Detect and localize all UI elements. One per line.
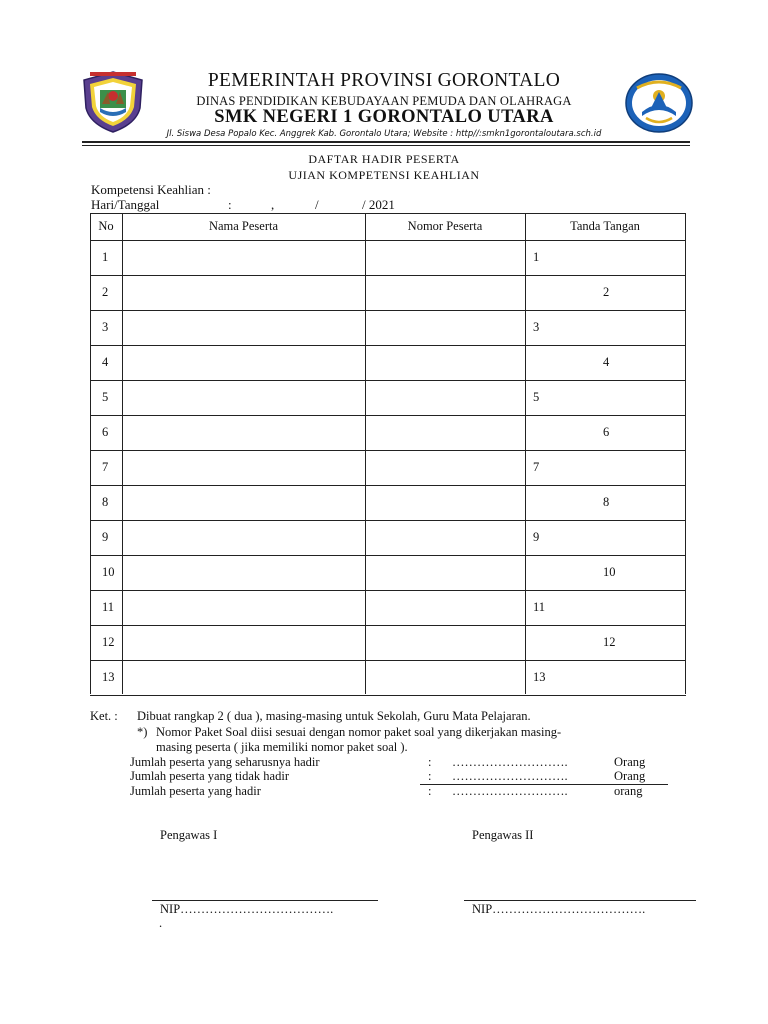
- header-divider: [82, 141, 690, 143]
- header-nama-peserta: Nama Peserta: [208, 219, 279, 233]
- pengawas-2-signature-line: [464, 900, 696, 901]
- row-number: 7: [102, 460, 109, 474]
- tanda-tangan-number: 12: [603, 635, 616, 649]
- pengawas-1-title: Pengawas I: [160, 828, 218, 842]
- document-title: DAFTAR HADIR PESERTA: [308, 152, 460, 166]
- table-row-divider: [90, 695, 686, 696]
- nama-peserta-cell[interactable]: [123, 626, 365, 660]
- pengawas-2-title: Pengawas II: [472, 828, 534, 842]
- attendance-table: [90, 213, 686, 694]
- tanda-tangan-number: 6: [603, 425, 610, 439]
- pengawas-1-signature-line: [152, 900, 378, 901]
- nomor-peserta-cell[interactable]: [366, 661, 525, 695]
- stat-dots: ……………………….: [452, 755, 568, 769]
- row-number: 13: [102, 670, 115, 684]
- tanda-tangan-number: 1: [533, 250, 540, 264]
- header-government-name: PEMERINTAH PROVINSI GORONTALO: [207, 70, 561, 91]
- table-border-right: [685, 213, 686, 694]
- stat-label-absent: Jumlah peserta yang tidak hadir: [130, 769, 289, 783]
- document-subtitle: UJIAN KOMPETENSI KEAHLIAN: [288, 168, 480, 182]
- nomor-peserta-cell[interactable]: [366, 451, 525, 485]
- nomor-peserta-cell[interactable]: [366, 416, 525, 450]
- stat-unit: Orang: [614, 755, 646, 769]
- hari-tanggal-colon: :: [228, 197, 232, 212]
- nomor-peserta-cell[interactable]: [366, 591, 525, 625]
- nomor-peserta-cell[interactable]: [366, 521, 525, 555]
- tanda-tangan-number: 9: [533, 530, 540, 544]
- tut-wuri-handayani-emblem: [624, 72, 694, 134]
- pengawas-1-nip: NIP……………………………….: [160, 902, 334, 916]
- tanda-tangan-number: 3: [533, 320, 540, 334]
- tanda-tangan-number: 7: [533, 460, 540, 474]
- header-tanda-tangan: Tanda Tangan: [570, 219, 640, 233]
- nama-peserta-cell[interactable]: [123, 661, 365, 695]
- header-nomor-peserta: Nomor Peserta: [407, 219, 483, 233]
- row-number: 6: [102, 425, 109, 439]
- row-number: 2: [102, 285, 109, 299]
- stat-label-present: Jumlah peserta yang hadir: [130, 784, 261, 798]
- tanda-tangan-number: 4: [603, 355, 610, 369]
- row-number: 4: [102, 355, 109, 369]
- nama-peserta-cell[interactable]: [123, 451, 365, 485]
- row-number: 12: [102, 635, 115, 649]
- stat-label-expected: Jumlah peserta yang seharusnya hadir: [130, 755, 320, 769]
- hari-tanggal-label: Hari/Tanggal: [91, 197, 160, 212]
- header-no: No: [98, 219, 114, 233]
- stat-colon: :: [428, 784, 432, 798]
- tanda-tangan-number: 11: [533, 600, 546, 614]
- nomor-peserta-cell[interactable]: [366, 556, 525, 590]
- star-text: Nomor Paket Soal diisi sesuai dengan nomor paket soal yang dikerjakan masing-: [156, 725, 562, 739]
- nomor-peserta-cell[interactable]: [366, 276, 525, 310]
- stat-unit: Orang: [614, 769, 646, 783]
- row-number: 3: [102, 320, 109, 334]
- ket-label: Ket. :: [90, 709, 118, 723]
- stat-dots: ……………………….: [452, 784, 568, 798]
- pengawas-2-nip: NIP……………………………….: [472, 902, 646, 916]
- nomor-peserta-cell[interactable]: [366, 626, 525, 660]
- table-border-left: [90, 213, 91, 694]
- nomor-peserta-cell[interactable]: [366, 241, 525, 275]
- tanda-tangan-number: 2: [603, 285, 610, 299]
- kompetensi-label: Kompetensi Keahlian :: [91, 182, 211, 197]
- tanda-tangan-number: 8: [603, 495, 610, 509]
- star-text-continued: masing peserta ( jika memiliki nomor paket soal ).: [156, 740, 408, 754]
- hari-tanggal-year: / 2021: [362, 197, 395, 212]
- row-number: 9: [102, 530, 109, 544]
- nama-peserta-cell[interactable]: [123, 311, 365, 345]
- stat-colon: :: [428, 755, 432, 769]
- tanda-tangan-number: 13: [533, 670, 546, 684]
- star-mark: *): [137, 725, 148, 739]
- hari-tanggal-slash: /: [315, 197, 319, 212]
- row-number: 8: [102, 495, 109, 509]
- stat-unit: orang: [614, 784, 643, 798]
- stat-dots: ……………………….: [452, 769, 568, 783]
- nama-peserta-cell[interactable]: [123, 556, 365, 590]
- nama-peserta-cell[interactable]: [123, 276, 365, 310]
- row-number: 11: [102, 600, 115, 614]
- nama-peserta-cell[interactable]: [123, 381, 365, 415]
- nama-peserta-cell[interactable]: [123, 346, 365, 380]
- hari-tanggal-comma: ,: [271, 197, 275, 212]
- header-school-name: SMK NEGERI 1 GORONTALO UTARA: [214, 107, 554, 127]
- row-number: 1: [102, 250, 109, 264]
- tanda-tangan-number: 10: [603, 565, 616, 579]
- nomor-peserta-cell[interactable]: [366, 381, 525, 415]
- stat-colon: :: [428, 769, 432, 783]
- ket-text: Dibuat rangkap 2 ( dua ), masing-masing untuk Sekolah, Guru Mata Pelajaran.: [137, 709, 531, 723]
- nama-peserta-cell[interactable]: [123, 521, 365, 555]
- nama-peserta-cell[interactable]: [123, 591, 365, 625]
- nama-peserta-cell[interactable]: [123, 241, 365, 275]
- tanda-tangan-number: 5: [533, 390, 540, 404]
- header-address: Jl. Siswa Desa Popalo Kec. Anggrek Kab. Gorontalo Utara; Website : http//:smkn1gorontaloutara.sch.id: [166, 129, 602, 139]
- row-number: 5: [102, 390, 109, 404]
- header-divider-thin: [82, 145, 690, 146]
- table-border-top: [90, 213, 686, 214]
- row-number: 10: [102, 565, 115, 579]
- nama-peserta-cell[interactable]: [123, 416, 365, 450]
- nama-peserta-cell[interactable]: [123, 486, 365, 520]
- table-col-divider: [525, 213, 526, 694]
- nomor-peserta-cell[interactable]: [366, 311, 525, 345]
- nomor-peserta-cell[interactable]: [366, 346, 525, 380]
- pengawas-1-trailing-dot: .: [159, 916, 163, 930]
- header-department-name: DINAS PENDIDIKAN KEBUDAYAAN PEMUDA DAN OLAHRAGA: [196, 94, 572, 108]
- nomor-peserta-cell[interactable]: [366, 486, 525, 520]
